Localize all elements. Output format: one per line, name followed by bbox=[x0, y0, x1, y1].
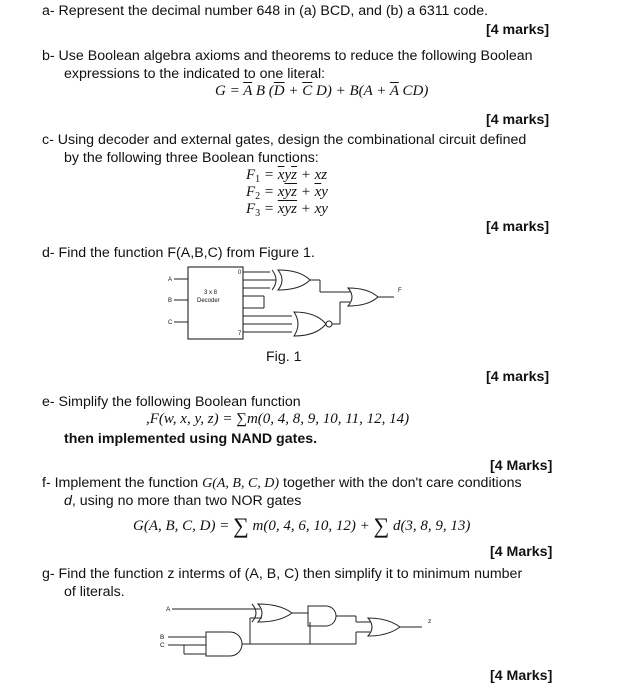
question-b-expression: $G = \overline{A}$ B ($\overline{D} + \overline{C}$ $D) + B(A + \overline{A}$ CD) bbox=[215, 83, 429, 99]
question-e-line1: e- Simplify the following Boolean function bbox=[42, 394, 301, 410]
question-c-f2: $F_2 = x\overline{yz} + \overline{x}y$ bbox=[246, 184, 328, 202]
figg-or-gate-1 bbox=[258, 604, 292, 622]
figg-output-z: z bbox=[428, 618, 432, 625]
fig1-nor-gate-lower bbox=[294, 312, 326, 336]
fig1-input-b: B bbox=[168, 298, 173, 304]
question-c-line2: by the following three Boolean functions: bbox=[64, 150, 319, 166]
question-e-expression: ,F(w, x, y, z) = ∑m(0, 4, 8, 9, 10, 11, 12, 14) bbox=[146, 411, 410, 427]
question-g-line2: of literals. bbox=[64, 584, 125, 600]
figg-and-gate-lower bbox=[206, 632, 242, 656]
figure-1-caption: Fig. 1 bbox=[266, 349, 302, 365]
question-f-marks: [4 Marks] bbox=[490, 544, 553, 560]
question-b-line1: b- Use Boolean algebra axioms and theorems to reduce the following Boolean bbox=[42, 48, 533, 64]
question-g-marks: [4 Marks] bbox=[490, 668, 553, 684]
question-a-text: a- Represent the decimal number 648 in (a) BCD, and (b) a 6311 code. bbox=[42, 3, 489, 19]
question-g-line1: g- Find the function z interms of (A, B, C) then simplify it to minimum number bbox=[42, 566, 523, 582]
figg-and-gate-mid bbox=[308, 606, 336, 626]
figg-input-a: A bbox=[166, 606, 171, 613]
fig1-or-gate-upper bbox=[278, 270, 310, 290]
decoder-out-7: 7 bbox=[238, 331, 242, 337]
decoder-out-0: 0 bbox=[238, 270, 242, 276]
fig1-input-a: A bbox=[168, 277, 173, 283]
figure-g-circuit bbox=[160, 598, 450, 666]
question-c-marks: [4 marks] bbox=[486, 219, 550, 235]
figg-input-c: C bbox=[160, 642, 165, 649]
question-c-f1: $F_1 = \overline{x}y\overline{z}$ + xz bbox=[246, 167, 328, 185]
fig1-or-gate-final bbox=[348, 288, 378, 306]
figg-input-b: B bbox=[160, 634, 165, 641]
question-c-line1: c- Using decoder and external gates, design the combinational circuit defined bbox=[42, 132, 527, 148]
decoder-label-size: 3 x 8 bbox=[204, 290, 218, 296]
question-f-expression: G(A, B, C, D) = ∑ m(0, 4, 6, 10, 12) + ∑ d(3, 8, 9, 13) bbox=[133, 513, 471, 538]
fig1-input-c: C bbox=[168, 320, 173, 326]
decoder-label-name: Decoder bbox=[197, 298, 220, 304]
question-e-marks: [4 Marks] bbox=[490, 458, 553, 474]
figg-or-gate-final bbox=[368, 618, 400, 636]
question-b-line2: expressions to the indicated to one literal: bbox=[64, 66, 326, 82]
fig1-output-f: F bbox=[398, 288, 402, 294]
question-f-line1: f- Implement the function G(A, B, C, D) together with the don't care conditions bbox=[42, 475, 522, 491]
question-d-text: d- Find the function F(A,B,C) from Figure 1. bbox=[42, 245, 315, 261]
question-d-marks: [4 marks] bbox=[486, 369, 550, 385]
question-f-line2: d, using no more than two NOR gates bbox=[64, 493, 302, 509]
question-e-line2: then implemented using NAND gates. bbox=[64, 431, 318, 447]
question-a-marks: [4 marks] bbox=[486, 22, 550, 38]
figure-1-circuit bbox=[160, 262, 420, 347]
question-c-f3: $F_3 = \overline{x}\overline{yz}$ + xy bbox=[246, 201, 328, 219]
question-b-marks: [4 marks] bbox=[486, 112, 550, 128]
